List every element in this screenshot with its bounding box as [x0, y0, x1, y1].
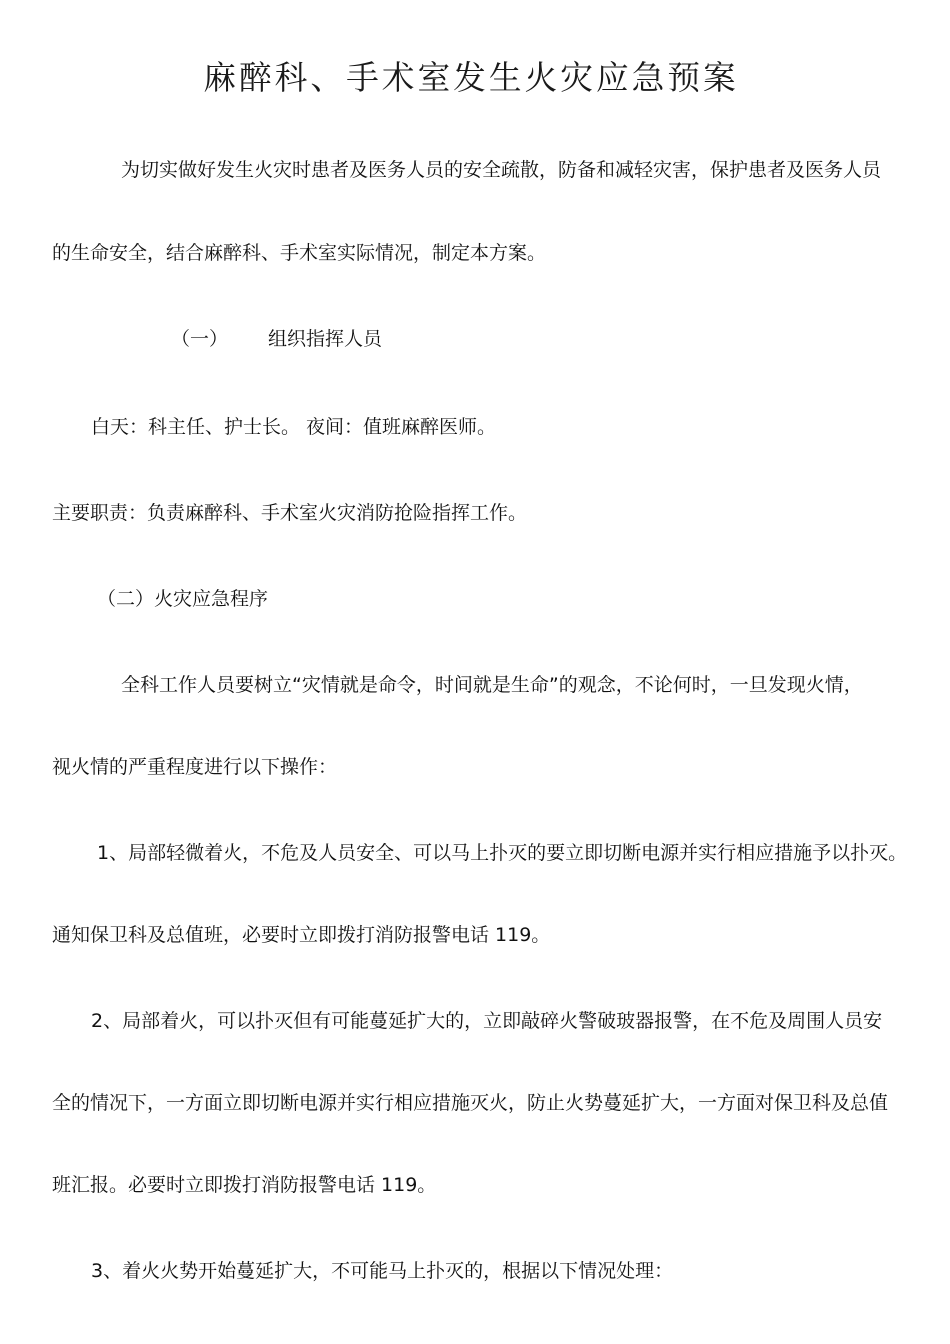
procedure-line-2: 视火情的严重程度进行以下操作：	[52, 756, 338, 778]
staff-line: 白天：科主任、护士长。 夜间：值班麻醉医师。	[91, 416, 497, 438]
item-2-line-2: 全的情况下，一方面立即切断电源并实行相应措施灭火，防止火势蔓延扩大，一方面对保卫科及总值	[52, 1092, 889, 1114]
section-1-heading	[171, 326, 382, 352]
item-3-line-1: 3、着火火势开始蔓延扩大，不可能马上扑灭的，根据以下情况处理：	[91, 1260, 674, 1282]
procedure-line-1: 全科工作人员要树立“灾情就是命令，时间就是生命”的观念，不论何时，一旦发现火情，	[121, 674, 863, 696]
document-title: 麻醉科、手术室发生火灾应急预案	[203, 58, 739, 97]
duties-line: 主要职责：负责麻醉科、手术室火灾消防抢险指挥工作。	[52, 502, 528, 524]
item-2-line-1: 2、局部着火，可以扑灭但有可能蔓延扩大的，立即敲碎火警破玻器报警，在不危及周围人员安	[91, 1010, 883, 1032]
section-1-title: 组织指挥人员	[268, 328, 383, 350]
section-1-number: （一）	[171, 328, 229, 350]
item-1-line-2: 通知保卫科及总值班，必要时立即拨打消防报警电话 119。	[52, 924, 551, 946]
intro-line-1: 为切实做好发生火灾时患者及医务人员的安全疏散，防备和减轻灾害，保护患者及医务人员	[121, 159, 882, 181]
section-2-heading: （二）火灾应急程序	[97, 588, 269, 610]
intro-line-2: 的生命安全，结合麻醉科、手术室实际情况，制定本方案。	[52, 242, 547, 264]
item-2-line-3: 班汇报。必要时立即拨打消防报警电话 119。	[52, 1174, 437, 1196]
item-1-line-1: 1、局部轻微着火，不危及人员安全、可以马上扑灭的要立即切断电源并实行相应措施予以扑灭。	[97, 842, 908, 864]
